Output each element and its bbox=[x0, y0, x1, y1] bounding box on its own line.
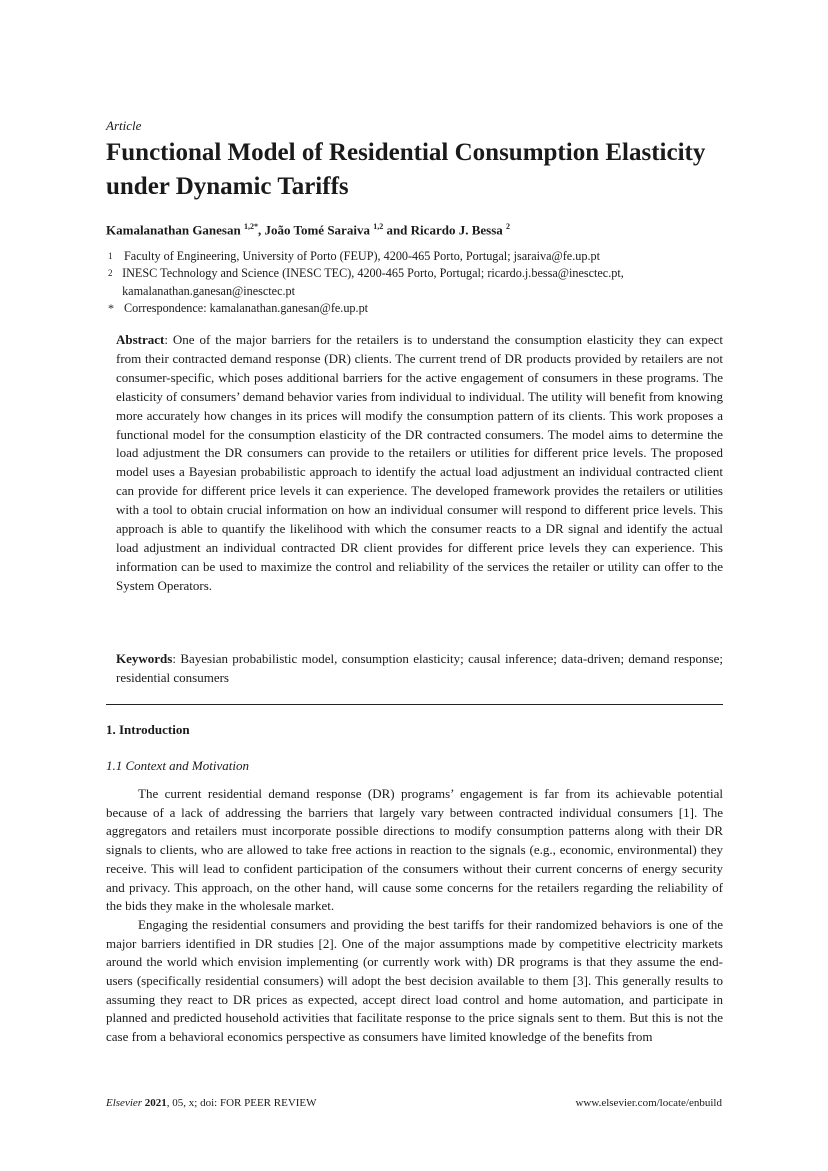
subsection-heading: 1.1 Context and Motivation bbox=[106, 758, 249, 773]
abstract-text: One of the major barriers for the retailers is to understand the consumption elasticity they can expect from their contracted demand response (DR) clients. The current trend of DR products provided by retailers are not consumer-specific, which poses additional barriers for the active engagement of consumers in these programs. The elasticity of consumers’ demand behavior varies from individual to individual. The utility will benefit from knowing more accurately how changes in its prices will modify the consumption pattern of its clients. This work proposes a functional model for the consumption elasticity of the DR contracted consumers. The model aims to determine the load adjustment the DR consumers can provide to the retailers or utilities for different price levels. The proposed model uses a Bayesian probabilistic approach to identify the actual load adjustment an individual contracted client can provide for different price levels it can experience. The developed framework provides the retailers or utilities with a tool to obtain crucial information on how an individual consumer will respond to different price levels. This approach is able to quantify the likelihood with which the consumer reacts to a DR signal and identify the actual load adjustment an individual contracted DR client provides for different price levels they can experience. This information can be used to maximize the control and reliability of the services the retailer or utility can offer to the System Operators. bbox=[116, 332, 723, 593]
author-list bbox=[106, 222, 510, 238]
author-affiliation-mark: 1,2 bbox=[373, 222, 384, 231]
author-separator: , bbox=[257, 222, 265, 238]
author: João Tomé Saraiva bbox=[264, 222, 370, 238]
affiliation-mark: 2 bbox=[108, 268, 113, 279]
section-heading: 1. Introduction bbox=[106, 722, 190, 737]
keywords: Keywords: Bayesian probabilistic model, consumption elasticity; causal inference; data-driven; demand response; residential consumers bbox=[116, 651, 723, 685]
affiliation bbox=[108, 265, 718, 300]
section-divider bbox=[106, 704, 723, 705]
introduction-body bbox=[106, 785, 723, 1047]
paragraph: The current residential demand response (DR) programs’ engagement is far from its achievable potential because of a lack of addressing the barriers that largely vary between contracted individual consumers [1]. The aggregators and retailers must incorporate possible directions to modify consumption patterns along with their DR signals to clients, who are allowed to take free actions in reaction to the signals (e.g., economic, environmental) they receive. This will lead to confident participation of the consumers without their current concerns of energy security and privacy. This approach, on the other hand, will cause some concerns for the retailers regarding the reliability of the bids they make in the wholesale market. bbox=[106, 786, 723, 914]
abstract-label: Abstract bbox=[116, 332, 165, 347]
correspondence-text: Correspondence: kamalanathan.ganesan@fe.up.pt bbox=[124, 301, 369, 316]
article-type: Article bbox=[106, 118, 142, 133]
paragraph: Engaging the residential consumers and providing the best tariffs for their randomized behaviors is one of the major barriers identified in DR studies [2]. One of the major assumptions made by competitive electricity markets around the world which envision implementing (or currently work with) DR programs is that they assume the end-users (specifically residential consumers) will adopt the best decision available to them [3]. This generally results to assuming they react to DR prices as expected, accept direct load control and home automation, and participate in planned and predicted household activities that facilitate response to the price signals sent to them. But this is not the case from a behavioral economics perspective as consumers have limited knowledge of the benefits from bbox=[106, 916, 723, 1045]
correspondence bbox=[108, 300, 718, 317]
affiliation-text: Faculty of Engineering, University of Porto (FEUP), 4200-465 Porto, Portugal; jsaraiva@fe.up.pt bbox=[124, 249, 600, 263]
author-affiliation-mark: 2 bbox=[506, 222, 511, 231]
abstract: Abstract: One of the major barriers for the retailers is to understand the consumption elasticity they can expect from their contracted demand response (DR) clients. The current trend of DR products provided by retailers are not consumer-specific, which poses additional barriers for the active engagement of consumers in these programs. The elasticity of consumers’ demand behavior varies from individual to individual. The utility will benefit from knowing more accurately how changes in its prices will modify the consumption pattern of its clients. This work proposes a functional model for the consumption elasticity of the DR contracted consumers. The model aims to determine the load adjustment the DR consumers can provide to the retailers or utilities for different price levels. The proposed model uses a Bayesian probabilistic approach to identify the actual load adjustment an individual contracted client can provide for different price levels it can experience. The developed framework provides the retailers or utilities with a tool to obtain crucial information on how an individual consumer will respond to different price levels. This approach is able to quantify the likelihood with which the consumer reacts to a DR signal and identify the actual load adjustment an individual contracted DR client provides for different price levels they can experience. This information can be used to maximize the control and reliability of the services the retailer or utility can offer to the System Operators. bbox=[116, 332, 723, 593]
footer-details: , 05, x; doi: FOR PEER REVIEW bbox=[166, 1097, 317, 1109]
paper-title: Functional Model of Residential Consumption Elasticity under Dynamic Tariffs bbox=[106, 139, 706, 200]
footer-journal: Elsevier bbox=[106, 1097, 143, 1109]
affiliation-mark: * bbox=[108, 301, 114, 316]
footer-year: 2021 bbox=[144, 1097, 167, 1109]
author: Kamalanathan Ganesan bbox=[106, 222, 241, 238]
affiliation-text: INESC Technology and Science (INESC TEC), 4200-465 Porto, Portugal; ricardo.j.bessa@inesctec.pt, kamalanathan.ganesan@inesctec.pt bbox=[122, 266, 624, 298]
keywords-label: Keywords bbox=[116, 651, 173, 666]
keywords-text: Bayesian probabilistic model, consumption elasticity; causal inference; data-driven; demand response; residential consumers bbox=[116, 651, 723, 685]
affiliation-list bbox=[108, 248, 718, 318]
affiliation bbox=[108, 248, 718, 265]
author-separator: and bbox=[383, 222, 411, 238]
footer-citation bbox=[106, 1097, 317, 1109]
footer-url: www.elsevier.com/locate/enbuild bbox=[575, 1097, 722, 1109]
author: Ricardo J. Bessa bbox=[410, 222, 503, 238]
affiliation-mark: 1 bbox=[108, 251, 113, 261]
author-affiliation-mark: 1,2* bbox=[243, 222, 258, 231]
